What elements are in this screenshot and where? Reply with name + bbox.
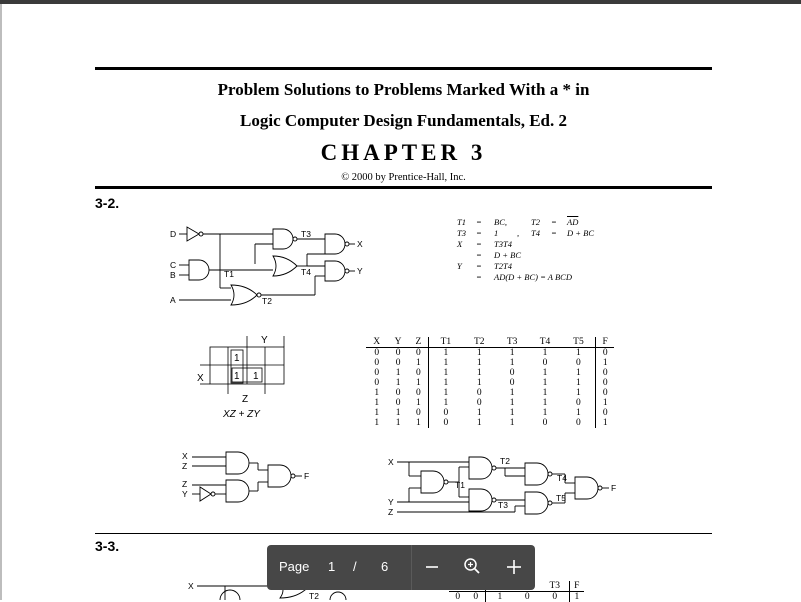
eq-rhs-y: T2T4 [494, 261, 512, 272]
plus-icon [507, 560, 521, 574]
eq-lhs-t3: T3 [457, 228, 466, 239]
gate-label-t5: T5 [556, 493, 566, 503]
chapter-heading: CHAPTER 3 [95, 140, 712, 166]
nand-gate-t5 [525, 492, 548, 514]
input-z: Z [388, 507, 393, 517]
gate-label-t2: T2 [262, 296, 272, 306]
zoom-in-button[interactable] [505, 558, 523, 576]
nand-gate-f [575, 477, 598, 499]
and-gate-x [325, 234, 345, 254]
not-gate [187, 227, 199, 241]
eq-rhs-x: T3T4 [494, 239, 512, 250]
gate-label-t2: T2 [309, 591, 319, 600]
zoom-icon[interactable] [463, 557, 481, 575]
toolbar-divider [411, 545, 412, 590]
output-f: F [611, 483, 616, 493]
doc-title-line2: Logic Computer Design Fundamentals, Ed. 2 [95, 111, 712, 131]
gate-label-t4: T4 [301, 267, 311, 277]
gate-label-t1: T1 [224, 269, 234, 279]
output-y: Y [357, 266, 363, 276]
or-gate-t4 [273, 256, 297, 276]
and-gate-y [325, 261, 345, 281]
section-3-3-label: 3-3. [95, 538, 119, 554]
kmap-var-y: Y [261, 335, 268, 346]
kmap [195, 332, 295, 424]
gate-label-t3: T3 [301, 229, 311, 239]
pdf-viewer-toolbar [267, 545, 535, 590]
nand-gate-t2 [469, 457, 492, 479]
header-top-rule [95, 67, 712, 70]
eq-rhs-t1: BC, [494, 217, 507, 228]
kmap-var-z: Z [242, 394, 248, 405]
eq-lhs-t2: T2 [531, 217, 540, 228]
table-row: 0 0 0 1 1 1 1 1 0 [366, 348, 614, 359]
truth-table-3-3: T3 F 0 0 1 0 0 1 [449, 581, 584, 602]
truth-table [366, 337, 614, 428]
gate-label-t4: T4 [557, 473, 567, 483]
gate-label-t2: T2 [500, 456, 510, 466]
eq-lhs-y: Y [457, 261, 462, 272]
zoom-out-button[interactable] [424, 559, 440, 575]
eq-rhs-y2: AD(D + BC) = A BCD [494, 272, 572, 283]
eq-lhs-x: X [457, 239, 462, 250]
gate-label-t3: T3 [498, 500, 508, 510]
kmap-expression: XZ + ZY [222, 409, 261, 420]
current-page-input[interactable]: 1 [328, 559, 335, 574]
eq-lhs-t1: T1 [457, 217, 466, 228]
section-3-2-label: 3-2. [95, 195, 119, 211]
input-c: C [170, 260, 176, 270]
table-row: 0 0 1 0 0 1 [449, 592, 584, 602]
table-header: X Y Z T1 T2 T3 T4 T5 F [366, 337, 614, 348]
kmap-cell: 1 [253, 371, 259, 382]
table-row: 1 0 1 1 0 1 1 0 1 [366, 398, 614, 408]
nand-gate [268, 465, 291, 487]
input-z: Z [182, 461, 187, 471]
not-gate [200, 487, 211, 501]
eq-lhs-t4: T4 [531, 228, 540, 239]
input-x: X [388, 457, 394, 467]
page-label: Page [279, 559, 309, 574]
circuit-3-2-a [165, 220, 375, 312]
equations: T1 = BC, T2 = $\overline{AD}$ T3 = 1 , T4 = D + BC X = T3T4 = D + BC Y = T2T4 = AD(D + BC) = A BCD [457, 217, 617, 297]
input-b: B [170, 270, 176, 280]
input-y: Y [182, 489, 188, 499]
kmap-cell: 1 [234, 371, 240, 382]
kmap-var-x: X [197, 373, 204, 384]
input-d: D [170, 229, 176, 239]
table-row: 0 0 1 1 1 1 0 0 1 [366, 358, 614, 368]
table-row: 1 0 0 1 0 1 1 1 0 [366, 388, 614, 398]
input-a: A [170, 295, 176, 305]
nor-gate-t2 [231, 285, 257, 305]
doc-title-line1: Problem Solutions to Problems Marked With a * in [95, 80, 712, 100]
eq-rhs-t4: D + BC [567, 228, 594, 239]
and-gate-t3 [273, 229, 293, 249]
header-bottom-rule [95, 186, 712, 189]
copyright: © 2000 by Prentice-Hall, Inc. [95, 172, 712, 183]
input-y: Y [388, 497, 394, 507]
section-divider [95, 533, 712, 534]
eq-rhs-t3: 1 [494, 228, 498, 239]
circuit-3-2-c [385, 454, 625, 520]
total-pages: 6 [381, 559, 388, 574]
and-gate [226, 452, 249, 474]
and-gate [226, 480, 249, 502]
kmap-cell: 1 [234, 353, 240, 364]
eq-rhs-t2: $\overline{AD}$ [567, 217, 578, 228]
viewer-top-bar [0, 0, 801, 4]
input-x: X [188, 581, 194, 591]
nand-gate-t3 [469, 489, 492, 511]
and-gate-t1 [189, 260, 209, 280]
output-f: F [304, 471, 309, 481]
table-row: 1 1 0 0 1 1 1 1 0 [366, 408, 614, 418]
gate-label-t1: T1 [455, 480, 465, 490]
nand-gate-t4 [525, 463, 548, 485]
nand-gate-t1 [421, 471, 444, 493]
table-row: 0 1 0 1 1 0 1 1 0 [366, 368, 614, 378]
page-separator: / [353, 559, 357, 574]
table-row: 0 1 1 1 1 0 1 1 0 [366, 378, 614, 388]
input-x: X [182, 451, 188, 461]
circuit-3-2-b [180, 447, 320, 509]
output-x: X [357, 239, 363, 249]
table-row: 1 1 1 0 1 1 0 0 1 [366, 418, 614, 428]
page-edge [0, 4, 2, 600]
eq-rhs-x2: D + BC [494, 250, 521, 261]
input-z: Z [182, 479, 187, 489]
